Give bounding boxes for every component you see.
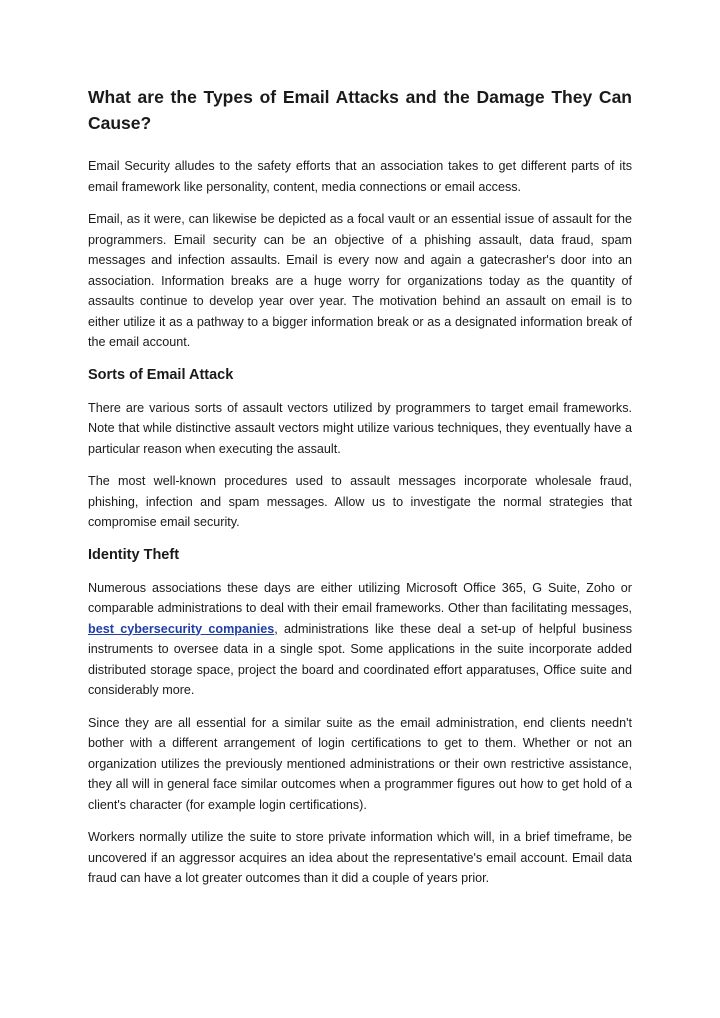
- section-heading-sorts: Sorts of Email Attack: [88, 366, 234, 383]
- cybersecurity-companies-link[interactable]: best cybersecurity companies: [88, 621, 275, 636]
- sorts-paragraph-2: The most well-known procedures used to assault messages incorporate wholesale fraud, phishing, infection and spam messages. Allow us to investigate the normal strategies that compromise email security.: [88, 474, 632, 529]
- identity-paragraph-3: Workers normally utilize the suite to store private information which will, in a brief timeframe, be uncovered if an aggressor acquires an idea about the representative's email account. Email data fraud can have a lot greater outcomes than it did a couple of years prior.: [88, 830, 632, 885]
- sorts-paragraph-1: There are various sorts of assault vectors utilized by programmers to target email frameworks. Note that while distinctive assault vectors might utilize various techniques, they eventually have a particular reason when executing the assault.: [88, 400, 632, 456]
- identity-p1-text-after-link: , administrations like these deal a set-up of helpful business instruments to oversee data in a single spot. Some applications in the suite incorporate added distributed storage space, project the board and coordinated effort apparatuses, Office suite and considerably more.: [88, 621, 633, 697]
- identity-paragraph-1: [88, 578, 632, 701]
- identity-paragraph-2: Since they are all essential for a similar suite as the email administration, end clients needn't bother with a different arrangement of login certifications to get to them. Whether or not an organization utilizes the previously mentioned administrations or their own restrictive assistance, they all will in general face similar outcomes when a programmer figures out how to get hold of a client's character (for example login certifications).: [88, 715, 632, 812]
- intro-paragraph-1: Email Security alludes to the safety efforts that an association takes to get different parts of its email framework like personality, content, media connections or email access.: [88, 159, 632, 194]
- document-page: [88, 84, 632, 901]
- section-heading-identity-theft: Identity Theft: [88, 546, 180, 563]
- identity-p1-text-before-link: Numerous associations these days are either utilizing Microsoft Office 365, G Suite, Zoho or comparable administrations to deal with their email frameworks. Other than facilitating messages,: [88, 580, 632, 615]
- intro-paragraph-2: Email, as it were, can likewise be depicted as a focal vault or an essential issue of assault for the programmers. Email security can be an objective of a phishing assault, data fraud, spam messages and infection assaults. Email is every now and again a gatecrasher's door into an association. Information breaks are a huge worry for organizations today as the quantity of assaults continue to develop year over year. The motivation behind an assault on email is to either utilize it as a pathway to a bigger information break or as a designated information break of the email account.: [88, 212, 632, 349]
- document-title: What are the Types of Email Attacks and the Damage They Can Cause?: [88, 87, 632, 133]
